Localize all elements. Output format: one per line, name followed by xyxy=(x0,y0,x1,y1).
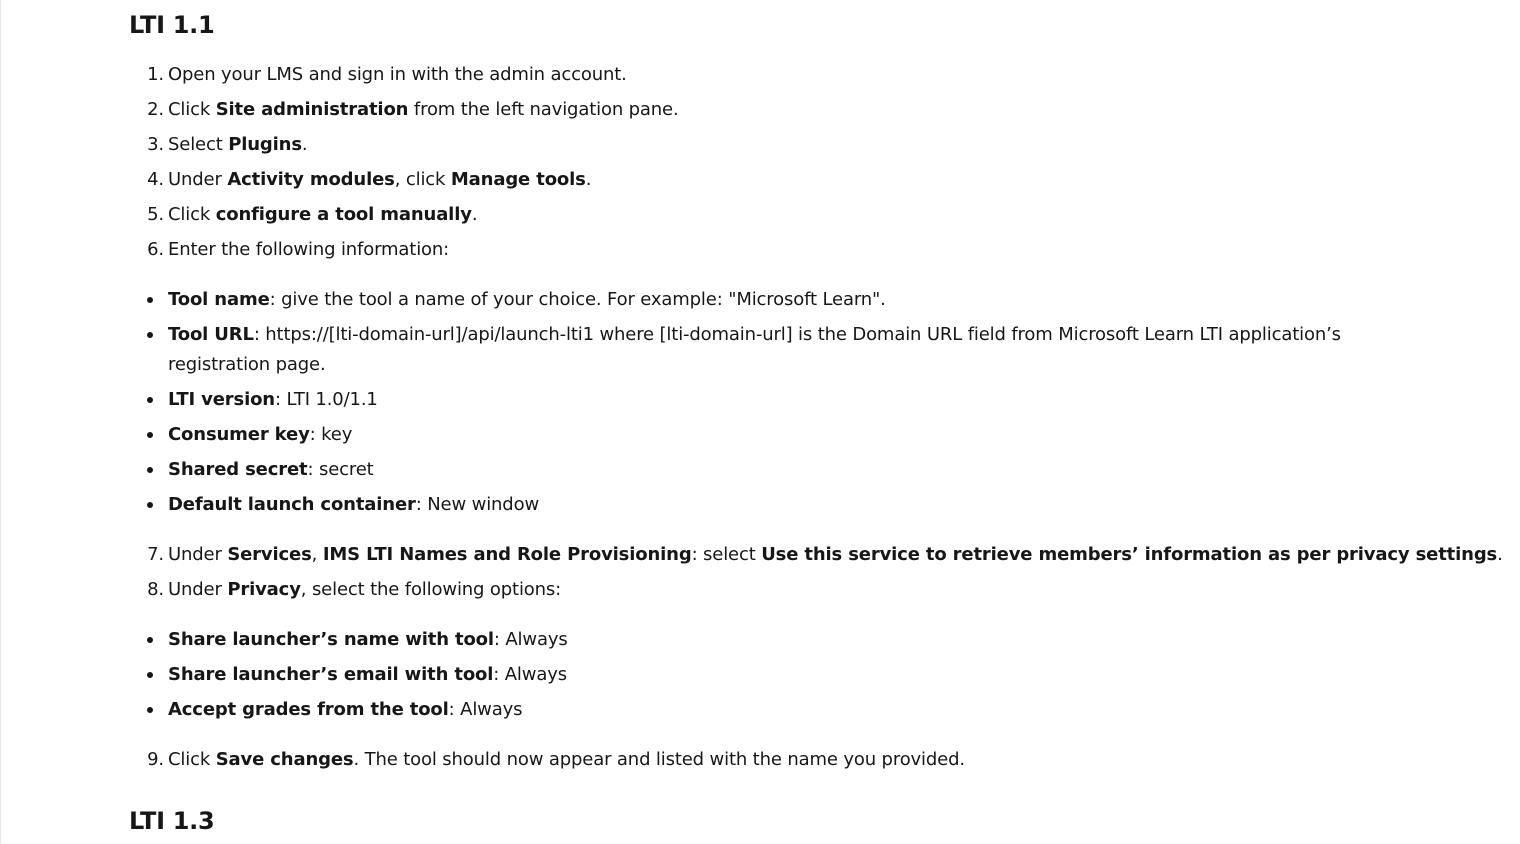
step-7: 7. Under Services, IMS LTI Names and Role Provisioning: select Use this service to retrieve members’ information as per privacy settings. xyxy=(147,544,1503,565)
steps-list-1-6 xyxy=(129,60,1429,270)
steps-list-7-8 xyxy=(129,540,1503,610)
step-8: 8. Under Privacy, select the following options: xyxy=(147,579,562,600)
tool-info-item-tool-name: Tool name: give the tool a name of your choice. For example: "Microsoft Learn". xyxy=(129,285,1429,315)
bullet-icon xyxy=(147,432,153,438)
step-6: 6. Enter the following information: xyxy=(147,239,450,260)
heading-lti-1-1: LTI 1.1 xyxy=(129,11,215,39)
bullet-icon xyxy=(147,502,153,508)
bullet-icon xyxy=(147,397,153,403)
privacy-item-email: Share launcher’s email with tool: Always xyxy=(129,660,1429,690)
tool-info-item-shared-secret: Shared secret: secret xyxy=(129,455,1429,485)
steps-list-9 xyxy=(129,745,1429,780)
step-5: 5. Click configure a tool manually. xyxy=(147,204,478,225)
tool-info-item-launch-container: Default launch container: New window xyxy=(129,490,1429,520)
bullet-icon xyxy=(147,637,153,643)
tool-info-item-consumer-key: Consumer key: key xyxy=(129,420,1429,450)
step-9: 9. Click Save changes. The tool should now appear and listed with the name you provided. xyxy=(147,749,965,770)
heading-lti-1-3: LTI 1.3 xyxy=(129,807,215,835)
step-3: 3. Select Plugins. xyxy=(147,134,308,155)
tool-info-list xyxy=(129,285,1429,525)
bullet-icon xyxy=(147,467,153,473)
step-4: 4. Under Activity modules, click Manage tools. xyxy=(147,169,592,190)
tool-info-item-tool-url: Tool URL: https://[lti-domain-url]/api/launch-lti1 where [lti-domain-url] is the Domain URL field from Microsoft Learn LTI application’s registration page. xyxy=(129,320,1368,380)
privacy-item-name: Share launcher’s name with tool: Always xyxy=(129,625,1429,655)
privacy-item-grades: Accept grades from the tool: Always xyxy=(129,695,1429,725)
privacy-options-list xyxy=(129,625,1429,730)
bullet-icon xyxy=(147,672,153,678)
bullet-icon xyxy=(147,332,153,338)
step-2: 2. Click Site administration from the left navigation pane. xyxy=(147,99,679,120)
bullet-icon xyxy=(147,707,153,713)
bullet-icon xyxy=(147,297,153,303)
step-1: 1. Open your LMS and sign in with the admin account. xyxy=(147,64,627,85)
content-left-border xyxy=(0,0,1,844)
tool-info-item-lti-version: LTI version: LTI 1.0/1.1 xyxy=(129,385,1429,415)
